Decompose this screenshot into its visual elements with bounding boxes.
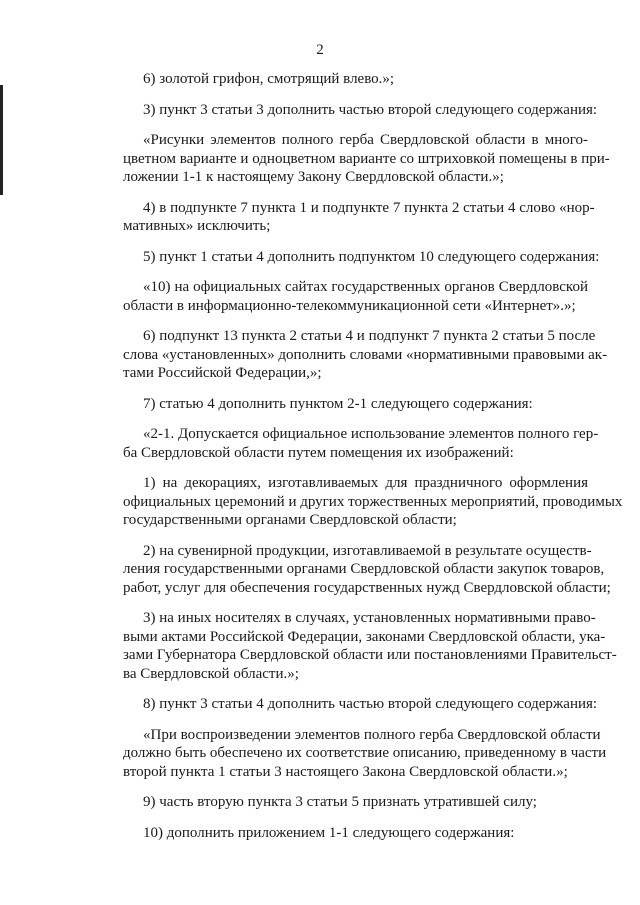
paragraph-line: 3) на иных носителях в случаях, установленных нормативными право-: [143, 610, 596, 626]
paragraph-line: цветном варианте и одноцветном варианте со штриховкой помещены в при-: [123, 150, 610, 167]
paragraph: [103, 248, 600, 267]
paragraph: [103, 199, 595, 236]
paragraph-line: «10) на официальных сайтах государственных органов Свердловской: [143, 279, 588, 295]
paragraph-line: официальных церемоний и других торжественных мероприятий, проводимых: [123, 493, 623, 510]
paragraph: [103, 425, 599, 462]
paragraph: [103, 726, 607, 782]
paragraph-line: 3) пункт 3 статьи 3 дополнить частью второй следующего содержания:: [143, 101, 598, 118]
paragraph-line: «Рисунки элементов полного герба Свердловской области в много-: [143, 132, 588, 148]
paragraph: [103, 793, 588, 812]
paragraph-line: 1) на декорациях, изготавливаемых для праздничного оформления: [143, 475, 588, 491]
paragraph-line: 8) пункт 3 статьи 4 дополнить частью второй следующего содержания:: [143, 696, 598, 712]
paragraph-line: области в информационно-телекоммуникационной сети «Интернет».»;: [123, 297, 576, 314]
paragraph-line: «2-1. Допускается официальное использование элементов полного гер-: [143, 426, 599, 442]
paragraph-line: 2) на сувенирной продукции, изготавливаемой в результате осуществ-: [143, 542, 592, 559]
paragraph-line: работ, услуг для обеспечения государственных нужд Свердловской области;: [123, 579, 611, 596]
paragraph-line: выми актами Российской Федерации, законами Свердловской области, ука-: [123, 628, 606, 645]
paragraph: [103, 131, 610, 187]
paragraph-line: ба Свердловской области путем помещения их изображений:: [123, 444, 514, 461]
paragraph: [103, 542, 611, 598]
paragraph-line: тами Российской Федерации,»;: [123, 365, 322, 381]
paragraph-line: «При воспроизведении элементов полного герба Свердловской области: [143, 726, 601, 743]
paragraph: [103, 609, 617, 683]
paragraph-line: 9) часть вторую пункта 3 статьи 5 признать утратившей силу;: [143, 794, 537, 810]
scan-margin-mark: [0, 85, 3, 195]
page-number: 2: [316, 42, 324, 58]
paragraph-line: ва Свердловской области.»;: [123, 665, 299, 682]
paragraph-line: ложении 1-1 к настоящему Закону Свердловской области.»;: [123, 169, 504, 185]
paragraph-line: государственными органами Свердловской области;: [123, 512, 457, 528]
paragraph-line: 4) в подпункте 7 пункта 1 и подпункте 7 пункта 2 статьи 4 слово «нор-: [143, 199, 595, 216]
paragraph-line: 6) подпункт 13 пункта 2 статьи 4 и подпункт 7 пункта 2 статьи 5 после: [143, 328, 596, 344]
paragraph-line: второй пункта 1 статьи 3 настоящего Закона Свердловской области.»;: [123, 763, 568, 780]
paragraph: [103, 101, 598, 120]
paragraph-line: 6) золотой грифон, смотрящий влево.»;: [143, 71, 395, 87]
paragraph-line: 5) пункт 1 статьи 4 дополнить подпунктом 10 следующего содержания:: [143, 248, 600, 265]
paragraph: [103, 474, 623, 530]
paragraph: [103, 278, 588, 315]
paragraph: [103, 395, 588, 414]
paragraph: [103, 695, 598, 714]
paragraph: [103, 70, 588, 89]
paragraph-line: должно быть обеспечено их соответствие описанию, приведенному в части: [123, 745, 607, 761]
paragraph-line: зами Губернатора Свердловской области или постановлениями Правительст-: [123, 647, 617, 663]
paragraph-line: 10) дополнить приложением 1-1 следующего содержания:: [143, 824, 515, 841]
paragraph-line: 7) статью 4 дополнить пунктом 2-1 следующего содержания:: [143, 395, 533, 412]
document-body: [103, 70, 623, 854]
paragraph-line: слова «установленных» дополнить словами «нормативными правовыми ак-: [123, 346, 608, 363]
paragraph-line: ления государственными органами Свердловской области закупок товаров,: [123, 561, 605, 577]
paragraph-line: мативных» исключить;: [123, 218, 271, 234]
paragraph: [103, 824, 588, 843]
paragraph: [103, 327, 608, 383]
